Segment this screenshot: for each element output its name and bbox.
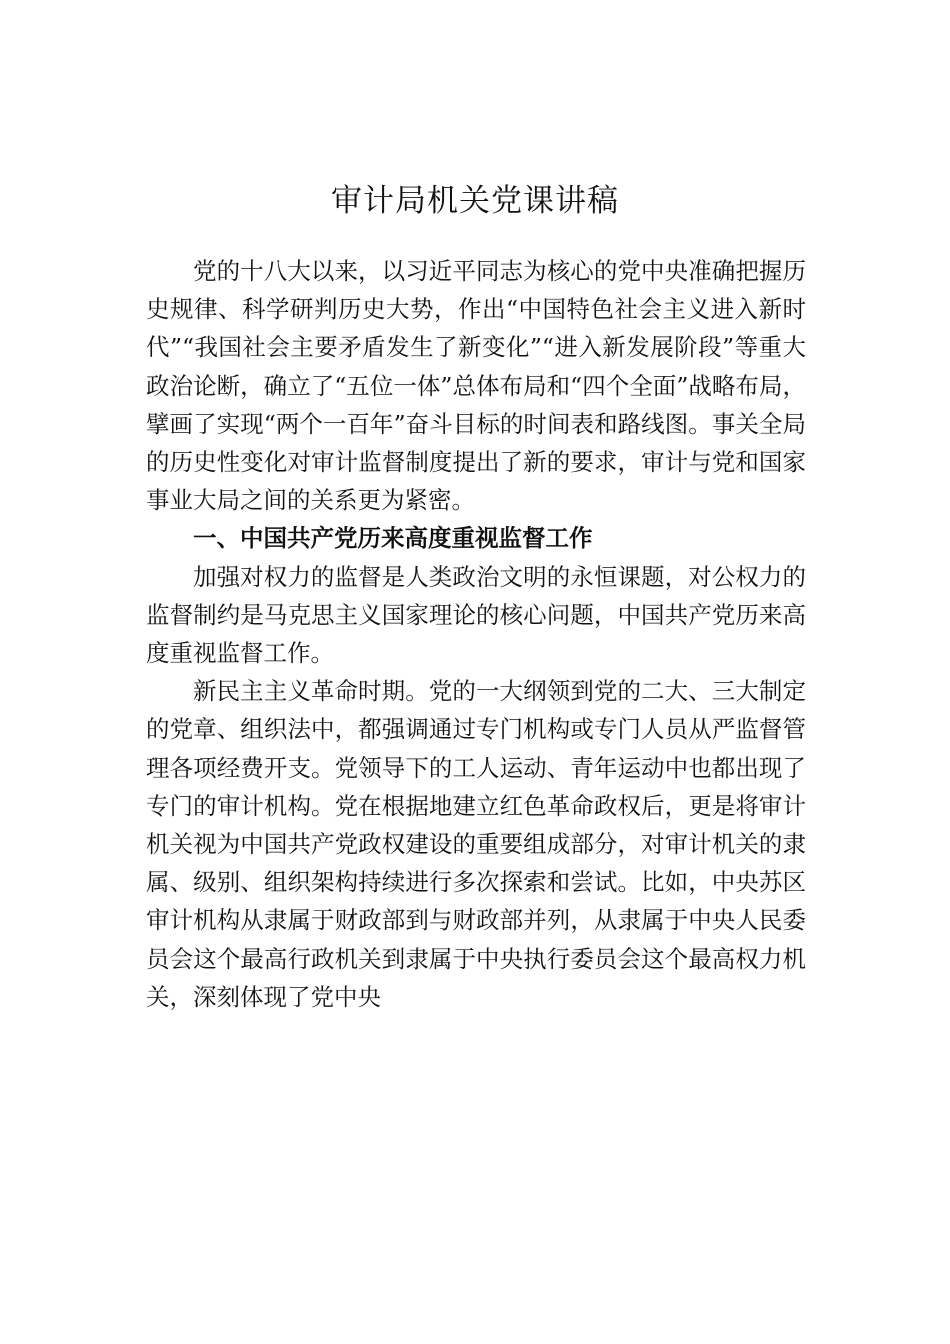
document-title: 审计局机关党课讲稿 (331, 182, 619, 219)
paragraph-intro: 党的十八大以来，以习近平同志为核心的党中央准确把握历史规律、科学研判历史大势，作出“中国特色社会主义进入新时代”“我国社会主要矛盾发生了新变化”“进入新发展阶段”等重大政治论断，确立了“五位一体”总体布局和“四个全面”战略布局，擘画了实现“两个一百年”奋斗目标的时间表和路线图。事关全局的历史性变化对审计监督制度提出了新的要求，审计与党和国家事业大局之间的关系更为紧密。 (146, 257, 806, 515)
paragraph-supervision: 加强对权力的监督是人类政治文明的永恒课题，对公权力的监督制约是马克思主义国家理论的核心问题，中国共产党历来高度重视监督工作。 (146, 562, 806, 668)
paragraph-new-democratic-revolution: 新民主主义革命时期。党的一大纲领到党的二大、三大制定的党章、组织法中，都强调通过专门机构或专门人员从严监督管理各项经费开支。党领导下的工人运动、青年运动中也都出现了专门的审计机构。党在根据地建立红色革命政权后，更是将审计机关视为中国共产党政权建设的重要组成部分，对审计机关的隶属、级别、组织架构持续进行多次探索和尝试。比如，中央苏区审计机构从隶属于财政部到与财政部并列，从隶属于中央人民委员会这个最高行政机关到隶属于中央执行委员会这个最高权力机关，深刻体现了党中央 (146, 677, 806, 1011)
document-body (146, 252, 806, 1016)
section-heading-1: 一、中国共产党历来高度重视监督工作 (193, 524, 593, 553)
